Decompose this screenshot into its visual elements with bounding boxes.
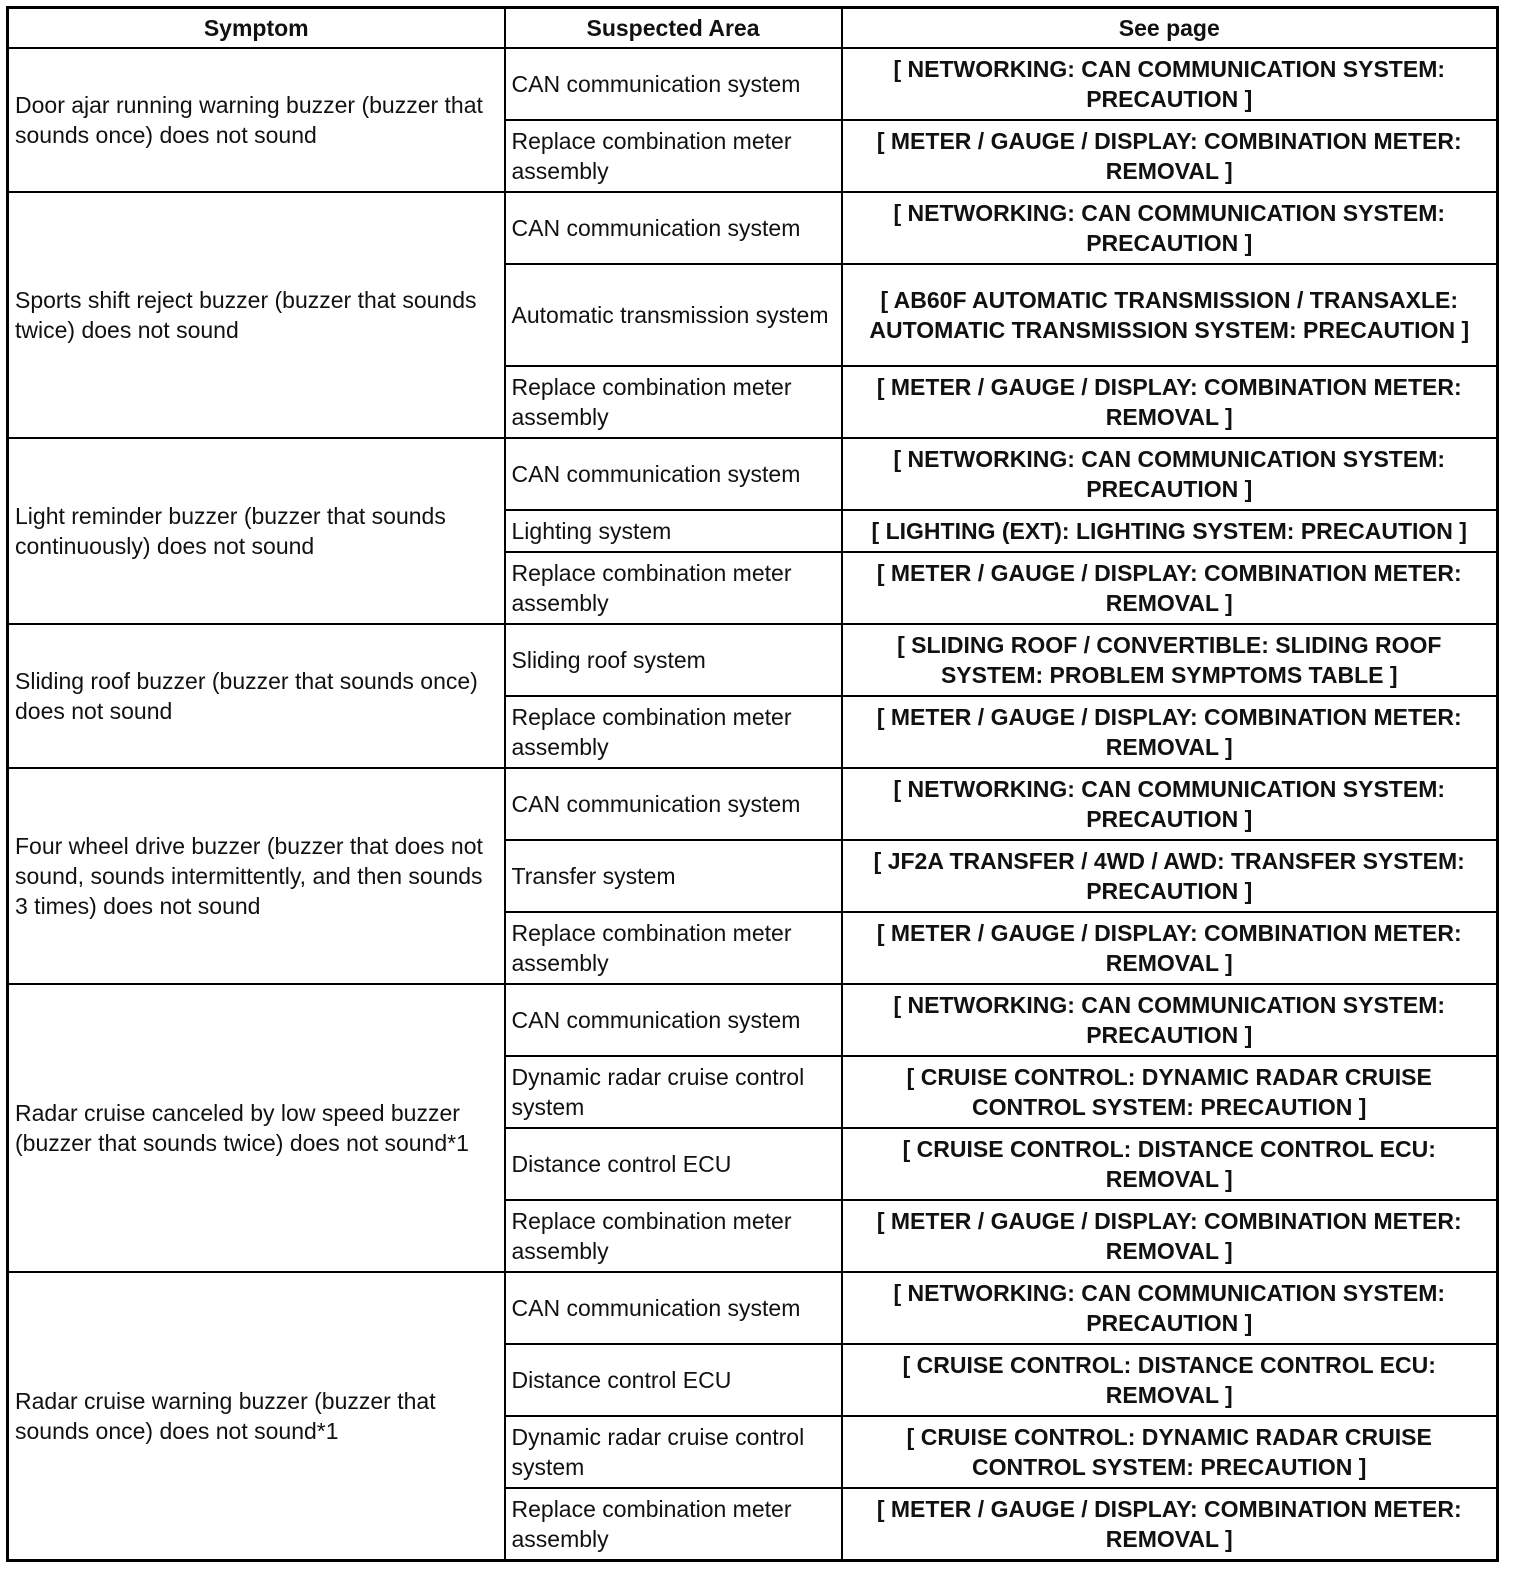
suspected-area-cell: Replace combination meter assembly — [505, 366, 842, 438]
see-page-cell: [ JF2A TRANSFER / 4WD / AWD: TRANSFER SYSTEM: PRECAUTION ] — [842, 840, 1498, 912]
table-row — [8, 624, 1498, 696]
table-row — [8, 192, 1498, 264]
suspected-area-cell: Replace combination meter assembly — [505, 1200, 842, 1272]
see-page-cell: [ LIGHTING (EXT): LIGHTING SYSTEM: PRECAUTION ] — [842, 510, 1498, 552]
see-page-cell: [ NETWORKING: CAN COMMUNICATION SYSTEM: PRECAUTION ] — [842, 438, 1498, 510]
suspected-area-cell: CAN communication system — [505, 192, 842, 264]
symptom-cell: Radar cruise canceled by low speed buzzer (buzzer that sounds twice) does not sound*1 — [8, 984, 505, 1272]
table-body — [8, 48, 1498, 1560]
suspected-area-cell: Replace combination meter assembly — [505, 120, 842, 192]
see-page-cell: [ SLIDING ROOF / CONVERTIBLE: SLIDING ROOF SYSTEM: PROBLEM SYMPTOMS TABLE ] — [842, 624, 1498, 696]
suspected-area-cell: Distance control ECU — [505, 1128, 842, 1200]
symptom-cell: Radar cruise warning buzzer (buzzer that sounds once) does not sound*1 — [8, 1272, 505, 1560]
suspected-area-cell: Dynamic radar cruise control system — [505, 1416, 842, 1488]
header-row — [8, 8, 1498, 49]
suspected-area-cell: CAN communication system — [505, 438, 842, 510]
see-page-cell: [ CRUISE CONTROL: DISTANCE CONTROL ECU: REMOVAL ] — [842, 1344, 1498, 1416]
table-row — [8, 984, 1498, 1056]
see-page-cell: [ METER / GAUGE / DISPLAY: COMBINATION METER: REMOVAL ] — [842, 552, 1498, 624]
see-page-cell: [ AB60F AUTOMATIC TRANSMISSION / TRANSAXLE: AUTOMATIC TRANSMISSION SYSTEM: PRECAUTION ] — [842, 264, 1498, 366]
see-page-cell: [ METER / GAUGE / DISPLAY: COMBINATION METER: REMOVAL ] — [842, 1200, 1498, 1272]
see-page-cell: [ NETWORKING: CAN COMMUNICATION SYSTEM: PRECAUTION ] — [842, 192, 1498, 264]
see-page-cell: [ NETWORKING: CAN COMMUNICATION SYSTEM: PRECAUTION ] — [842, 768, 1498, 840]
header-symptom: Symptom — [8, 8, 505, 49]
see-page-cell: [ METER / GAUGE / DISPLAY: COMBINATION METER: REMOVAL ] — [842, 1488, 1498, 1560]
table-row — [8, 438, 1498, 510]
suspected-area-cell: CAN communication system — [505, 768, 842, 840]
see-page-cell: [ METER / GAUGE / DISPLAY: COMBINATION METER: REMOVAL ] — [842, 696, 1498, 768]
see-page-cell: [ CRUISE CONTROL: DYNAMIC RADAR CRUISE CONTROL SYSTEM: PRECAUTION ] — [842, 1056, 1498, 1128]
symptom-cell: Sliding roof buzzer (buzzer that sounds once) does not sound — [8, 624, 505, 768]
see-page-cell: [ CRUISE CONTROL: DYNAMIC RADAR CRUISE CONTROL SYSTEM: PRECAUTION ] — [842, 1416, 1498, 1488]
table-row — [8, 1272, 1498, 1344]
suspected-area-cell: Replace combination meter assembly — [505, 1488, 842, 1560]
symptom-cell: Door ajar running warning buzzer (buzzer that sounds once) does not sound — [8, 48, 505, 192]
symptom-cell: Sports shift reject buzzer (buzzer that sounds twice) does not sound — [8, 192, 505, 438]
table-row — [8, 48, 1498, 120]
suspected-area-cell: Distance control ECU — [505, 1344, 842, 1416]
suspected-area-cell: CAN communication system — [505, 984, 842, 1056]
symptom-cell: Four wheel drive buzzer (buzzer that does not sound, sounds intermittently, and then sounds 3 times) does not sound — [8, 768, 505, 984]
suspected-area-cell: Replace combination meter assembly — [505, 912, 842, 984]
see-page-cell: [ NETWORKING: CAN COMMUNICATION SYSTEM: PRECAUTION ] — [842, 1272, 1498, 1344]
suspected-area-cell: Sliding roof system — [505, 624, 842, 696]
suspected-area-cell: Lighting system — [505, 510, 842, 552]
see-page-cell: [ METER / GAUGE / DISPLAY: COMBINATION METER: REMOVAL ] — [842, 366, 1498, 438]
suspected-area-cell: Replace combination meter assembly — [505, 696, 842, 768]
suspected-area-cell: Replace combination meter assembly — [505, 552, 842, 624]
see-page-cell: [ NETWORKING: CAN COMMUNICATION SYSTEM: PRECAUTION ] — [842, 48, 1498, 120]
see-page-cell: [ NETWORKING: CAN COMMUNICATION SYSTEM: PRECAUTION ] — [842, 984, 1498, 1056]
see-page-cell: [ METER / GAUGE / DISPLAY: COMBINATION METER: REMOVAL ] — [842, 120, 1498, 192]
suspected-area-cell: Automatic transmission system — [505, 264, 842, 366]
document-page — [6, 6, 1499, 1562]
suspected-area-cell: CAN communication system — [505, 48, 842, 120]
header-suspected-area: Suspected Area — [505, 8, 842, 49]
problem-symptoms-table — [6, 6, 1499, 1562]
suspected-area-cell: Transfer system — [505, 840, 842, 912]
suspected-area-cell: CAN communication system — [505, 1272, 842, 1344]
table-row — [8, 768, 1498, 840]
header-see-page: See page — [842, 8, 1498, 49]
suspected-area-cell: Dynamic radar cruise control system — [505, 1056, 842, 1128]
see-page-cell: [ METER / GAUGE / DISPLAY: COMBINATION METER: REMOVAL ] — [842, 912, 1498, 984]
symptom-cell: Light reminder buzzer (buzzer that sounds continuously) does not sound — [8, 438, 505, 624]
see-page-cell: [ CRUISE CONTROL: DISTANCE CONTROL ECU: REMOVAL ] — [842, 1128, 1498, 1200]
